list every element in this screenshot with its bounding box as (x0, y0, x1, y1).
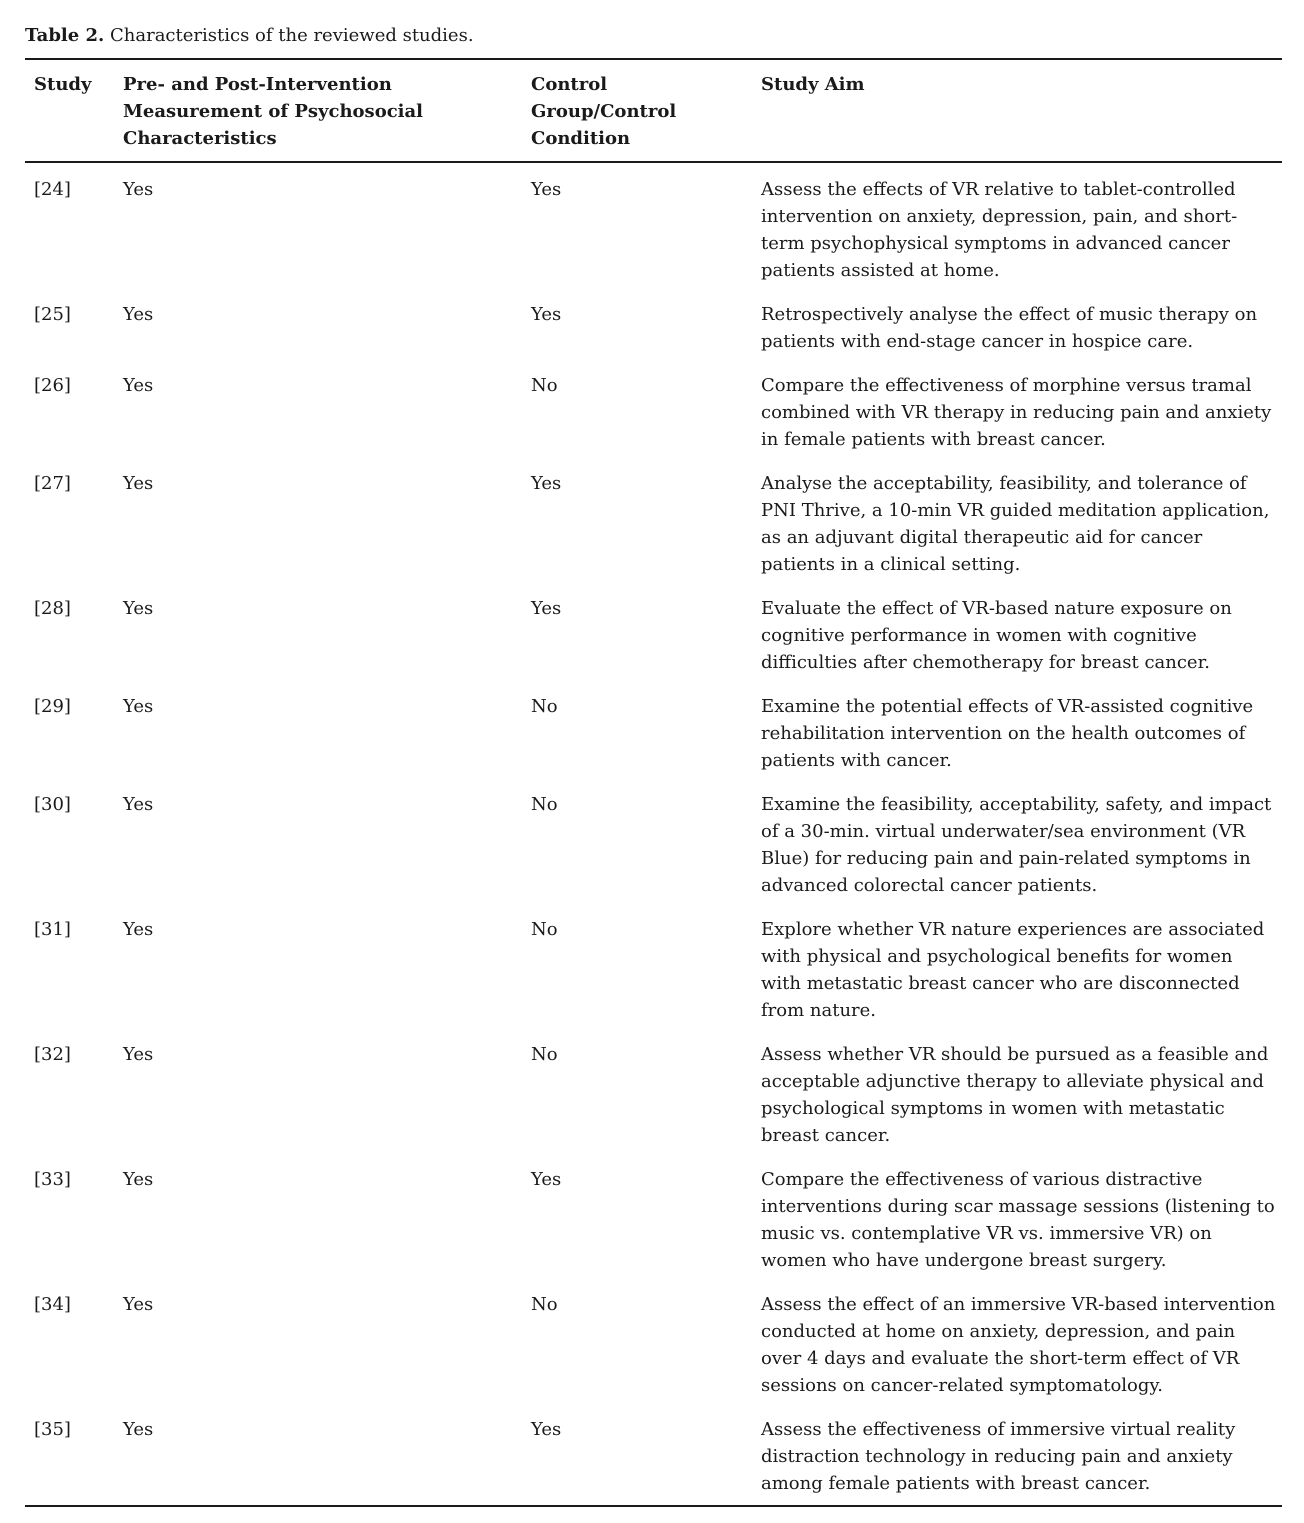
cell-study: [35] (34, 1419, 71, 1440)
table-caption (25, 24, 474, 48)
table-row (25, 457, 1282, 582)
table-header (25, 59, 1282, 162)
table-row (25, 903, 1282, 1028)
cell-control: No (531, 794, 558, 815)
cell-study: [31] (34, 919, 71, 940)
cell-control: Yes (531, 598, 562, 619)
cell-study: [29] (34, 696, 71, 717)
table-row (25, 1278, 1282, 1403)
table-row (25, 1403, 1282, 1506)
cell-control: Yes (531, 179, 562, 200)
table-row (25, 162, 1282, 288)
studies-table (25, 58, 1282, 1507)
cell-study: [32] (34, 1044, 71, 1065)
cell-measurement: Yes (123, 598, 154, 619)
cell-aim: Retrospectively analyse the effect of music therapy on patients with end-stage cancer in hospice care. (761, 304, 1258, 352)
cell-control: No (531, 919, 558, 940)
header-aim: Study Aim (761, 74, 865, 95)
cell-measurement: Yes (123, 794, 154, 815)
cell-measurement: Yes (123, 375, 154, 396)
cell-study: [25] (34, 304, 71, 325)
cell-study: [24] (34, 179, 71, 200)
cell-study: [34] (34, 1294, 71, 1315)
table-row (25, 778, 1282, 903)
table-row (25, 680, 1282, 778)
cell-measurement: Yes (123, 1419, 154, 1440)
cell-study: [27] (34, 473, 71, 494)
cell-aim: Evaluate the effect of VR-based nature exposure on cognitive performance in women with cognitive difficulties after chemotherapy for breast cancer. (761, 598, 1232, 673)
table-caption-label: Table 2. (25, 25, 105, 46)
table-row (25, 582, 1282, 680)
cell-measurement: Yes (123, 473, 154, 494)
cell-aim: Assess whether VR should be pursued as a feasible and acceptable adjunctive therapy to alleviate physical and psychological symptoms in women with metastatic breast cancer. (761, 1044, 1269, 1146)
header-study: Study (34, 74, 92, 95)
cell-control: Yes (531, 1169, 562, 1190)
cell-aim: Compare the effectiveness of various distractive interventions during scar massage sessions (listening to music vs. contemplative VR vs. immersive VR) on women who have undergone breast surgery. (761, 1169, 1275, 1271)
table-row (25, 359, 1282, 457)
header-control: Control Group/Control Condition (531, 74, 677, 149)
cell-control: Yes (531, 1419, 562, 1440)
cell-control: No (531, 1294, 558, 1315)
cell-measurement: Yes (123, 179, 154, 200)
cell-study: [33] (34, 1169, 71, 1190)
cell-aim: Assess the effects of VR relative to tablet-controlled intervention on anxiety, depression, pain, and short-term psychophysical symptoms in advanced cancer patients assisted at home. (761, 179, 1238, 281)
cell-control: No (531, 696, 558, 717)
table-row (25, 1153, 1282, 1278)
cell-aim: Examine the feasibility, acceptability, safety, and impact of a 30-min. virtual underwater/sea environment (VR Blue) for reducing pain and pain-related symptoms in advanced colorectal cancer patients. (761, 794, 1272, 896)
cell-control: Yes (531, 473, 562, 494)
cell-aim: Assess the effectiveness of immersive virtual reality distraction technology in reducing pain and anxiety among female patients with breast cancer. (761, 1419, 1236, 1494)
table-caption-text: Characteristics of the reviewed studies. (104, 25, 474, 46)
cell-measurement: Yes (123, 1294, 154, 1315)
table-row (25, 1028, 1282, 1153)
cell-study: [28] (34, 598, 71, 619)
cell-control: No (531, 375, 558, 396)
cell-measurement: Yes (123, 1044, 154, 1065)
cell-aim: Analyse the acceptability, feasibility, and tolerance of PNI Thrive, a 10-min VR guided meditation application, as an adjuvant digital therapeutic aid for cancer patients in a clinical setting. (761, 473, 1270, 575)
cell-control: No (531, 1044, 558, 1065)
table-row (25, 288, 1282, 359)
cell-control: Yes (531, 304, 562, 325)
cell-aim: Assess the effect of an immersive VR-based intervention conducted at home on anxiety, depression, and pain over 4 days and evaluate the short-term effect of VR sessions on cancer-related symptomatology. (761, 1294, 1276, 1396)
cell-aim: Examine the potential effects of VR-assisted cognitive rehabilitation intervention on the health outcomes of patients with cancer. (761, 696, 1254, 771)
cell-measurement: Yes (123, 696, 154, 717)
table-body (25, 162, 1282, 1506)
cell-measurement: Yes (123, 1169, 154, 1190)
header-row (25, 59, 1282, 162)
cell-study: [26] (34, 375, 71, 396)
cell-measurement: Yes (123, 919, 154, 940)
header-measurement: Pre- and Post-Intervention Measurement of Psychosocial Characteristics (123, 74, 423, 149)
cell-study: [30] (34, 794, 71, 815)
cell-aim: Compare the effectiveness of morphine versus tramal combined with VR therapy in reducing pain and anxiety in female patients with breast cancer. (761, 375, 1272, 450)
cell-measurement: Yes (123, 304, 154, 325)
cell-aim: Explore whether VR nature experiences are associated with physical and psychological benefits for women with metastatic breast cancer who are disconnected from nature. (761, 919, 1265, 1021)
